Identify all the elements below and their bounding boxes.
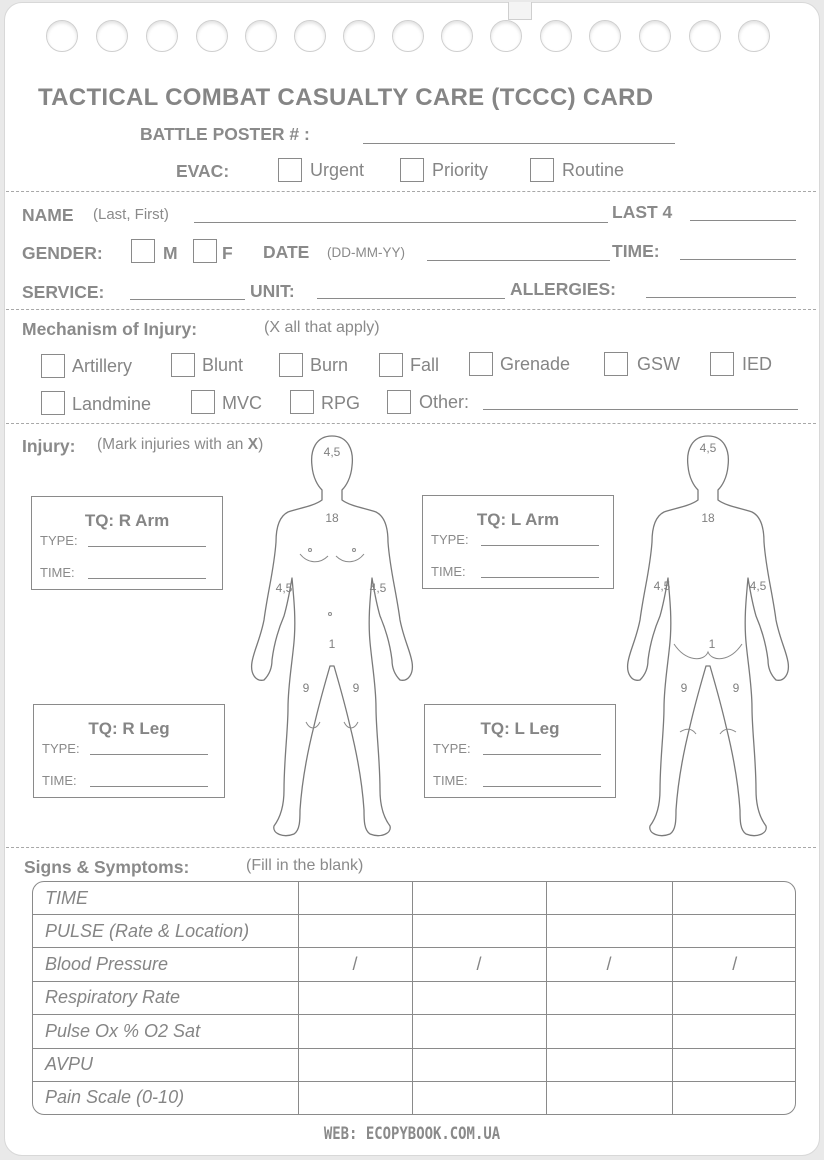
binding-hole bbox=[96, 20, 128, 52]
vitals-cell[interactable] bbox=[672, 981, 796, 1014]
table-row bbox=[33, 1081, 796, 1114]
name-hint: (Last, First) bbox=[93, 206, 169, 223]
moi-landmine-label: Landmine bbox=[72, 394, 152, 414]
body-back-diagram[interactable] bbox=[620, 430, 796, 844]
moi-other-field[interactable] bbox=[483, 409, 798, 410]
table-row bbox=[33, 981, 796, 1014]
front-torso-label: 18 bbox=[325, 511, 339, 525]
back-left-leg-label: 9 bbox=[680, 681, 688, 695]
evac-label: EVAC: bbox=[176, 161, 230, 181]
moi-blunt-checkbox[interactable] bbox=[171, 353, 195, 377]
date-label: DATE bbox=[263, 242, 310, 262]
vitals-row-label: Pulse Ox % O2 Sat bbox=[33, 1015, 298, 1048]
section-divider bbox=[6, 847, 816, 848]
battle-poster-label: BATTLE POSTER # : bbox=[140, 124, 310, 144]
vitals-row-label: Respiratory Rate bbox=[33, 981, 298, 1014]
binding-hole bbox=[589, 20, 621, 52]
gender-label: GENDER: bbox=[22, 243, 103, 263]
moi-burn-checkbox[interactable] bbox=[279, 353, 303, 377]
allergies-label: ALLERGIES: bbox=[510, 279, 616, 299]
back-right-arm-label: 4,5 bbox=[749, 579, 767, 593]
injury-label: Injury: bbox=[22, 436, 76, 456]
date-hint: (DD-MM-YY) bbox=[327, 245, 405, 260]
last4-label: LAST 4 bbox=[612, 202, 673, 222]
gender-m-label: M bbox=[163, 243, 178, 263]
battle-poster-field[interactable] bbox=[363, 143, 675, 144]
binding-hole bbox=[196, 20, 228, 52]
mechanism-label: Mechanism of Injury: bbox=[22, 319, 198, 339]
binding-hole bbox=[490, 20, 522, 52]
section-divider bbox=[6, 191, 816, 192]
binding-hole bbox=[343, 20, 375, 52]
tq-type-label: TYPE: bbox=[431, 532, 469, 547]
vitals-row-label: Blood Pressure bbox=[33, 948, 298, 981]
body-front-diagram[interactable] bbox=[244, 430, 420, 844]
tq-l-leg-box bbox=[424, 704, 616, 798]
vitals-cell[interactable] bbox=[412, 981, 546, 1014]
tq-l-leg-title: TQ: L Leg bbox=[480, 719, 560, 738]
tq-r-leg-title: TQ: R Leg bbox=[88, 719, 170, 738]
moi-other-checkbox[interactable] bbox=[387, 390, 411, 414]
moi-rpg-label: RPG bbox=[321, 393, 361, 413]
tq-l-arm-title: TQ: L Arm bbox=[476, 510, 560, 529]
front-right-leg-label: 9 bbox=[302, 681, 310, 695]
name-label: NAME bbox=[22, 205, 74, 225]
tq-r-arm-time-field[interactable] bbox=[88, 578, 206, 579]
section-divider bbox=[6, 423, 816, 424]
vitals-cell[interactable] bbox=[298, 1048, 412, 1081]
vitals-cell[interactable] bbox=[298, 1015, 412, 1048]
tq-r-leg-time-field[interactable] bbox=[90, 786, 208, 787]
table-row bbox=[33, 1048, 796, 1081]
binding-hole bbox=[738, 20, 770, 52]
vitals-row-label: TIME bbox=[33, 882, 298, 915]
back-head-label: 4,5 bbox=[699, 441, 717, 455]
moi-blunt-label: Blunt bbox=[202, 355, 244, 375]
bp-cell[interactable]: / bbox=[298, 948, 412, 981]
vitals-cell[interactable] bbox=[412, 1048, 546, 1081]
vitals-cell[interactable] bbox=[672, 1048, 796, 1081]
binding-hole bbox=[392, 20, 424, 52]
moi-artillery-label: Artillery bbox=[72, 356, 133, 376]
moi-burn-label: Burn bbox=[310, 355, 349, 375]
tq-type-label: TYPE: bbox=[40, 533, 78, 548]
moi-rpg-checkbox[interactable] bbox=[290, 390, 314, 414]
moi-grenade-label: Grenade bbox=[500, 354, 571, 374]
binding-hole bbox=[689, 20, 721, 52]
gender-m-checkbox[interactable] bbox=[131, 239, 155, 263]
moi-landmine-checkbox[interactable] bbox=[41, 391, 65, 415]
tq-r-leg-type-field[interactable] bbox=[90, 754, 208, 755]
binding-hole bbox=[540, 20, 572, 52]
vitals-cell[interactable] bbox=[298, 915, 412, 948]
back-torso-label: 18 bbox=[701, 511, 715, 525]
vitals-cell[interactable] bbox=[412, 1015, 546, 1048]
vitals-cell[interactable] bbox=[546, 981, 672, 1014]
vitals-cell[interactable] bbox=[412, 882, 546, 915]
tq-r-arm-title: TQ: R Arm bbox=[84, 511, 170, 530]
moi-grenade-checkbox[interactable] bbox=[469, 352, 493, 376]
table-row bbox=[33, 915, 796, 948]
signs-label: Signs & Symptoms: bbox=[24, 857, 190, 877]
moi-fall-label: Fall bbox=[410, 355, 440, 375]
tq-time-label: TIME: bbox=[42, 773, 77, 788]
footer-website: WEB: ECOPYBOOK.COM.UA bbox=[323, 1124, 501, 1144]
front-groin-label: 1 bbox=[328, 637, 336, 651]
vitals-cell[interactable] bbox=[672, 1081, 796, 1114]
vitals-cell[interactable] bbox=[298, 981, 412, 1014]
moi-ied-label: IED bbox=[742, 354, 773, 374]
moi-mvc-checkbox[interactable] bbox=[191, 390, 215, 414]
body-front-outline bbox=[252, 436, 413, 836]
vitals-cell[interactable] bbox=[412, 915, 546, 948]
vitals-cell[interactable] bbox=[546, 915, 672, 948]
table-row bbox=[33, 882, 796, 915]
unit-field[interactable] bbox=[317, 298, 505, 299]
date-field[interactable] bbox=[427, 260, 610, 261]
moi-mvc-label: MVC bbox=[222, 393, 262, 413]
vitals-cell[interactable] bbox=[298, 1081, 412, 1114]
moi-fall-checkbox[interactable] bbox=[379, 353, 403, 377]
vitals-cell[interactable] bbox=[546, 1081, 672, 1114]
front-left-leg-label: 9 bbox=[352, 681, 360, 695]
moi-ied-checkbox[interactable] bbox=[710, 352, 734, 376]
moi-gsw-checkbox[interactable] bbox=[604, 352, 628, 376]
vitals-cell[interactable] bbox=[412, 1081, 546, 1114]
tq-time-label: TIME: bbox=[40, 565, 75, 580]
gender-f-label: F bbox=[222, 243, 233, 263]
vitals-cell[interactable] bbox=[672, 882, 796, 915]
evac-urgent-label: Urgent bbox=[310, 160, 365, 180]
tq-l-arm-time-field[interactable] bbox=[481, 577, 599, 578]
gender-f-checkbox[interactable] bbox=[193, 239, 217, 263]
tq-time-label: TIME: bbox=[431, 564, 466, 579]
unit-label: UNIT: bbox=[250, 281, 295, 301]
evac-urgent-checkbox[interactable] bbox=[278, 158, 302, 182]
body-back-outline bbox=[628, 436, 789, 836]
evac-priority-checkbox[interactable] bbox=[400, 158, 424, 182]
table-row bbox=[33, 1015, 796, 1048]
front-head-label: 4,5 bbox=[323, 445, 341, 459]
bp-cell[interactable]: / bbox=[672, 948, 796, 981]
evac-priority-label: Priority bbox=[432, 160, 489, 180]
vitals-row-label: PULSE (Rate & Location) bbox=[33, 915, 298, 948]
moi-artillery-checkbox[interactable] bbox=[41, 354, 65, 378]
service-field[interactable] bbox=[130, 299, 245, 300]
name-field[interactable] bbox=[194, 222, 608, 223]
tq-r-arm-box bbox=[31, 496, 223, 590]
tq-l-leg-type-field[interactable] bbox=[483, 754, 601, 755]
binding-hole bbox=[441, 20, 473, 52]
bp-cell[interactable]: / bbox=[412, 948, 546, 981]
vitals-cell[interactable] bbox=[672, 1015, 796, 1048]
front-right-arm-label: 4,5 bbox=[275, 581, 293, 595]
card-title: TACTICAL COMBAT CASUALTY CARE (TCCC) CARD bbox=[38, 84, 654, 111]
vitals-row-label: AVPU bbox=[33, 1048, 298, 1081]
tq-time-label: TIME: bbox=[433, 773, 468, 788]
tq-r-leg-box bbox=[33, 704, 225, 798]
binding-hole bbox=[294, 20, 326, 52]
tq-l-arm-type-field[interactable] bbox=[481, 545, 599, 546]
moi-other-label: Other: bbox=[419, 392, 470, 412]
back-right-leg-label: 9 bbox=[732, 681, 740, 695]
time-label: TIME: bbox=[612, 241, 660, 261]
back-left-arm-label: 4,5 bbox=[653, 579, 671, 593]
vitals-cell[interactable] bbox=[672, 915, 796, 948]
service-label: SERVICE: bbox=[22, 282, 105, 302]
binding-hole bbox=[245, 20, 277, 52]
vitals-cell[interactable] bbox=[298, 882, 412, 915]
vitals-row-label: Pain Scale (0-10) bbox=[33, 1081, 298, 1114]
section-divider bbox=[6, 309, 816, 310]
table-row bbox=[33, 948, 796, 981]
mechanism-hint: (X all that apply) bbox=[264, 319, 380, 336]
evac-routine-checkbox[interactable] bbox=[530, 158, 554, 182]
back-groin-label: 1 bbox=[708, 637, 716, 651]
binding-hole bbox=[639, 20, 671, 52]
binding-hole bbox=[46, 20, 78, 52]
spiral-binding bbox=[0, 0, 824, 60]
vitals-cell[interactable] bbox=[546, 1048, 672, 1081]
front-left-arm-label: 4,5 bbox=[369, 581, 387, 595]
signs-hint: (Fill in the blank) bbox=[246, 857, 364, 874]
tq-r-arm-type-field[interactable] bbox=[88, 546, 206, 547]
tq-l-arm-box bbox=[422, 495, 614, 589]
evac-routine-label: Routine bbox=[562, 160, 625, 180]
vitals-cell[interactable] bbox=[546, 882, 672, 915]
last4-field[interactable] bbox=[690, 220, 796, 221]
tq-type-label: TYPE: bbox=[42, 741, 80, 756]
allergies-field[interactable] bbox=[646, 297, 796, 298]
binding-notch bbox=[508, 2, 532, 20]
vitals-table bbox=[32, 881, 796, 1115]
tq-l-leg-time-field[interactable] bbox=[483, 786, 601, 787]
tq-type-label: TYPE: bbox=[433, 741, 471, 756]
time-field[interactable] bbox=[680, 259, 796, 260]
moi-gsw-label: GSW bbox=[637, 354, 680, 374]
injury-hint: (Mark injuries with an X) bbox=[97, 436, 264, 453]
vitals-cell[interactable] bbox=[546, 1015, 672, 1048]
bp-cell[interactable]: / bbox=[546, 948, 672, 981]
binding-hole bbox=[146, 20, 178, 52]
